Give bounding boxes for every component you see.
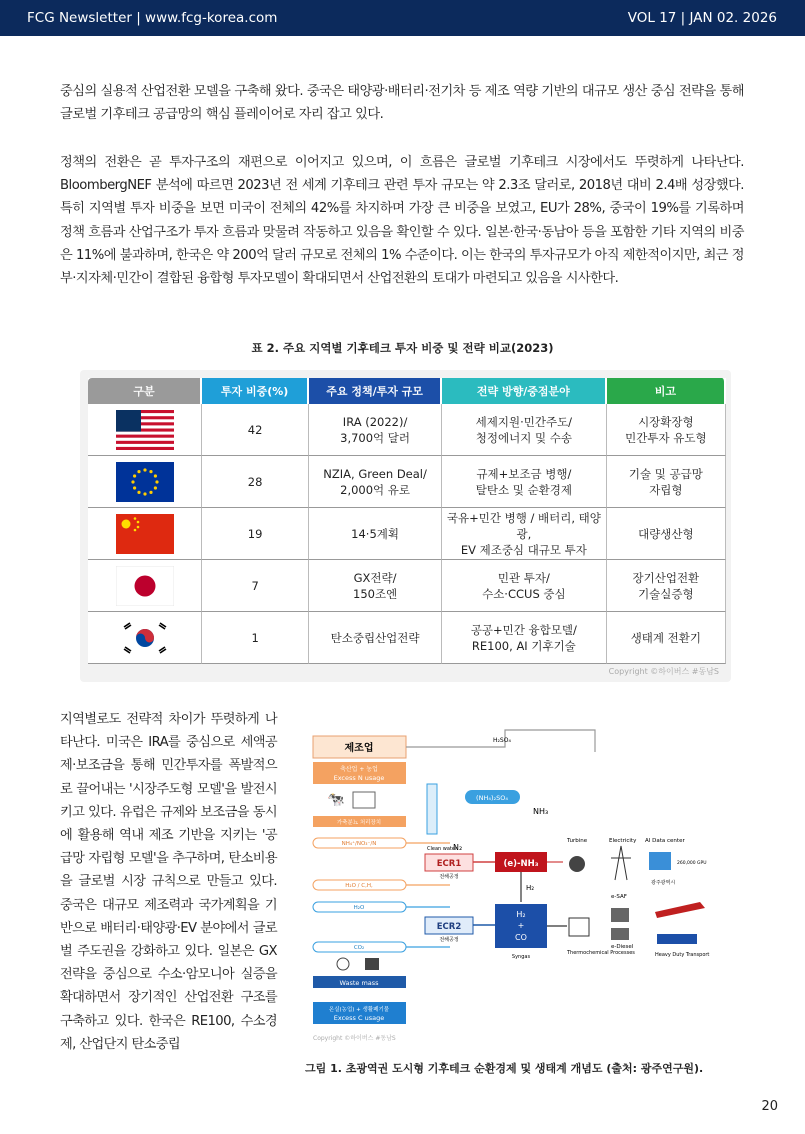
page-number: 20 xyxy=(761,1099,778,1114)
processor-icon xyxy=(353,792,375,808)
ediesel-icon xyxy=(611,928,629,940)
flag-cell xyxy=(88,560,202,612)
syngas-label: Syngas xyxy=(511,954,531,960)
e-nh3-label: (e)-NH₃ xyxy=(503,859,539,869)
turbine-label: Turbine xyxy=(567,838,588,844)
truck-icon xyxy=(657,934,697,944)
co2-label: CO₂ xyxy=(353,945,365,951)
table-row xyxy=(88,456,726,508)
ecr2-label: ECR2 xyxy=(436,922,462,932)
livestock-label: 축산업 + 농업 xyxy=(340,766,378,773)
h2o-label: H₂O xyxy=(353,905,365,911)
figure-caption: 그림 1. 초광역권 도시형 기후테크 순환경제 및 생태계 개념도 (출처: 광주연구원). xyxy=(305,1062,704,1075)
newsletter-title: FCG Newsletter | www.fcg-korea.com xyxy=(27,10,278,26)
water-column-icon xyxy=(427,784,437,834)
share-cell: 42 xyxy=(202,404,309,456)
note-cell: 시장확장형 민간투자 유도형 xyxy=(607,404,726,456)
share-cell: 19 xyxy=(202,508,309,560)
header-share: 투자 비중(%) xyxy=(202,378,309,404)
china-flag-icon xyxy=(116,514,174,554)
h2o-ch4-label: H₂O / C,H, xyxy=(345,883,373,889)
ship-icon xyxy=(655,902,705,918)
paragraph-2: 정책의 전환은 곧 투자구조의 재편으로 이어지고 있으며, 이 흐름은 글로벌 기후테크 시장에서도 뚜렷하게 나타난다. BloombergNEF 분석에 따르면 2023년 전 세계 기후테크 관련 투자 규모는 약 2.3조 달러로, 2018년 대비 2.4배 성장했다. 특히 지역별 투자 비중을 보면 미국이 전체의 42%를 차지하며 가장 큰 비중을 보였고, EU가 28%, 중국이 19%를 기록하며 정책 흐름과 산업구조가 투자 흐름과 맞물려 작동하고 있음을 확인할 수 있다. 일본·한국·동남아 등을 포함한 기타 지역의 비중은 11%에 불과하며, 한국은 약 200억 달러 규모로 전체의 1% 수준이다. 이는 한국의 투자규모가 아직 제한적이지만, 최근 정부·지자체·민간이 결합된 융합형 투자모델이 확대되면서 산업전환의 토대가 마련되고 있음을 시사한다. xyxy=(60,155,744,287)
japan-flag-icon xyxy=(116,566,174,606)
manufacturing-label: 제조업 xyxy=(344,743,374,754)
waste-mass-label: Waste mass xyxy=(339,979,379,987)
reactor-icon xyxy=(569,918,589,936)
strategy-cell: 세제지원·민간주도/ 청정에너지 및 수송 xyxy=(442,404,607,456)
flag-cell xyxy=(88,404,202,456)
ecr1-sub-label: 전해공정 xyxy=(439,874,459,880)
table-row xyxy=(88,508,726,560)
strategy-cell: 민관 투자/ 수소·CCUS 중심 xyxy=(442,560,607,612)
note-cell: 기술 및 공급망 자립형 xyxy=(607,456,726,508)
ai-dc-label: AI Data center xyxy=(645,838,685,844)
header-region: 구분 xyxy=(88,378,202,404)
h2-label: H₂ xyxy=(526,884,535,892)
header-strategy: 전략 방향/중점분야 xyxy=(442,378,607,404)
policy-cell: GX전략/ 150조엔 xyxy=(309,560,442,612)
gpu-label: 260,000 GPU xyxy=(677,861,707,866)
issue-date: VOL 17 | JAN 02. 2026 xyxy=(627,10,777,26)
ecr1-label: ECR1 xyxy=(436,859,462,869)
h2co-1: H₂ xyxy=(516,910,526,919)
circular-economy-diagram xyxy=(305,712,760,1048)
esaf-icon xyxy=(611,908,629,922)
n2-label: N₂ xyxy=(453,843,463,852)
korea-flag-icon xyxy=(116,618,174,658)
diagram-svg xyxy=(305,712,760,1048)
eu-flag-icon xyxy=(116,462,174,502)
note-cell: 장기산업전환 기술실증형 xyxy=(607,560,726,612)
policy-cell: 탄소중립산업전략 xyxy=(309,612,442,664)
comparison-table xyxy=(88,378,726,664)
electricity-label: Electricity xyxy=(609,838,637,844)
note-cell: 대량생산형 xyxy=(607,508,726,560)
header-policy: 주요 정책/투자 규모 xyxy=(309,378,442,404)
n-recovery-label: 가축분뇨 처리장치 xyxy=(336,820,382,826)
h2co-2: + xyxy=(517,921,525,930)
diagram-copyright: Copyright ©하이버스 #동남S xyxy=(313,1035,396,1042)
policy-cell: IRA (2022)/ 3,700억 달러 xyxy=(309,404,442,456)
table-row xyxy=(88,560,726,612)
table-row xyxy=(88,404,726,456)
header-note: 비고 xyxy=(607,378,726,404)
paragraph-1: 중심의 실용적 산업전환 모델을 구축해 왔다. 중국은 태양광·배터리·전기차 등 제조 역량 기반의 대규모 생산 중심 전략을 통해 글로벌 기후테크 공급망의 핵심 플레이어로 자리 잡고 있다. xyxy=(60,84,744,123)
table-copyright: Copyright ©하이버스 #동남S xyxy=(608,667,719,676)
share-cell: 7 xyxy=(202,560,309,612)
comparison-table-image xyxy=(80,370,731,682)
nh3-label: NH₃ xyxy=(533,807,549,816)
thermo-label: Thermochemical Processes xyxy=(567,950,635,956)
flag-cell xyxy=(88,456,202,508)
strategy-cell: 공공+민간 융합모델/ RE100, AI 기후기술 xyxy=(442,612,607,664)
h2so4-label: H₂SO₄ xyxy=(493,737,511,744)
gear-icon xyxy=(337,958,349,970)
h2co-3: CO xyxy=(515,933,527,942)
data-center-icon xyxy=(649,852,671,870)
usa-flag-icon xyxy=(116,410,174,450)
share-cell: 28 xyxy=(202,456,309,508)
policy-cell: 14·5계획 xyxy=(309,508,442,560)
note-cell: 생태계 전환기 xyxy=(607,612,726,664)
ecr2-sub-label: 전해공정 xyxy=(439,937,459,943)
excess-c-top-label: 온실(농업) + 생활폐기물 xyxy=(328,1007,390,1013)
table-caption: 표 2. 주요 지역별 기후테크 투자 비중 및 전략 비교(2023) xyxy=(251,341,554,355)
nh42so4-label: (NH₄)₂SO₄ xyxy=(476,794,508,802)
strategy-cell: 규제+보조금 병행/ 탈탄소 및 순환경제 xyxy=(442,456,607,508)
excess-c-label: Excess C usage xyxy=(333,1014,385,1022)
heavy-label: Heavy Duty Transport xyxy=(655,952,710,958)
esaf-label: e-SAF xyxy=(611,894,627,900)
clean-water-label: Clean water xyxy=(427,846,458,852)
nh4-label: NH₄⁺/NO₃⁻/N xyxy=(341,841,377,847)
cow-icon: 🐄 xyxy=(327,792,345,808)
left-column-text: 지역별로도 전략적 차이가 뚜렷하게 나타난다. 미국은 IRA를 중심으로 세액공제·보조금을 통해 민간투자를 폭발적으로 끌어내는 '시장주도형 모델'을 발전시키고 있다. 유럽은 규제와 보조금을 동시에 활용해 역내 제조 기반을 지키는 '공급망 자립형 모델'을 추구하며, 탄소비용을 글로벌 시장 규칙으로 만들고 있다. 중국은 대규모 제조력과 국가계획을 기반으로 배터리·태양광·EV 분야에서 글로벌 주도권을 강화하고 있다. 일본은 GX 전략을 중심으로 수소·암모니아 실증을 확대하면서 장기적인 산업전환 구조를 구축하고 있다. 한국은 RE100, 수소경제, 산업단지 탄소중립 xyxy=(60,712,277,1052)
excess-n-label: Excess N usage xyxy=(333,774,385,782)
power-tower-icon xyxy=(611,846,631,880)
header-bar xyxy=(0,0,805,36)
strategy-cell: 국유+민간 병행 / 배터리, 태양광, EV 제조중심 대규모 투자 xyxy=(442,508,607,560)
flag-cell xyxy=(88,612,202,664)
ediesel-label: e-Diesel xyxy=(611,944,634,950)
policy-cell: NZIA, Green Deal/ 2,000억 유로 xyxy=(309,456,442,508)
gwangju-label: 광주광역시 xyxy=(651,880,676,886)
table-row xyxy=(88,612,726,664)
share-cell: 1 xyxy=(202,612,309,664)
factory-icon xyxy=(365,958,379,970)
turbine-icon xyxy=(569,856,585,872)
flag-cell xyxy=(88,508,202,560)
